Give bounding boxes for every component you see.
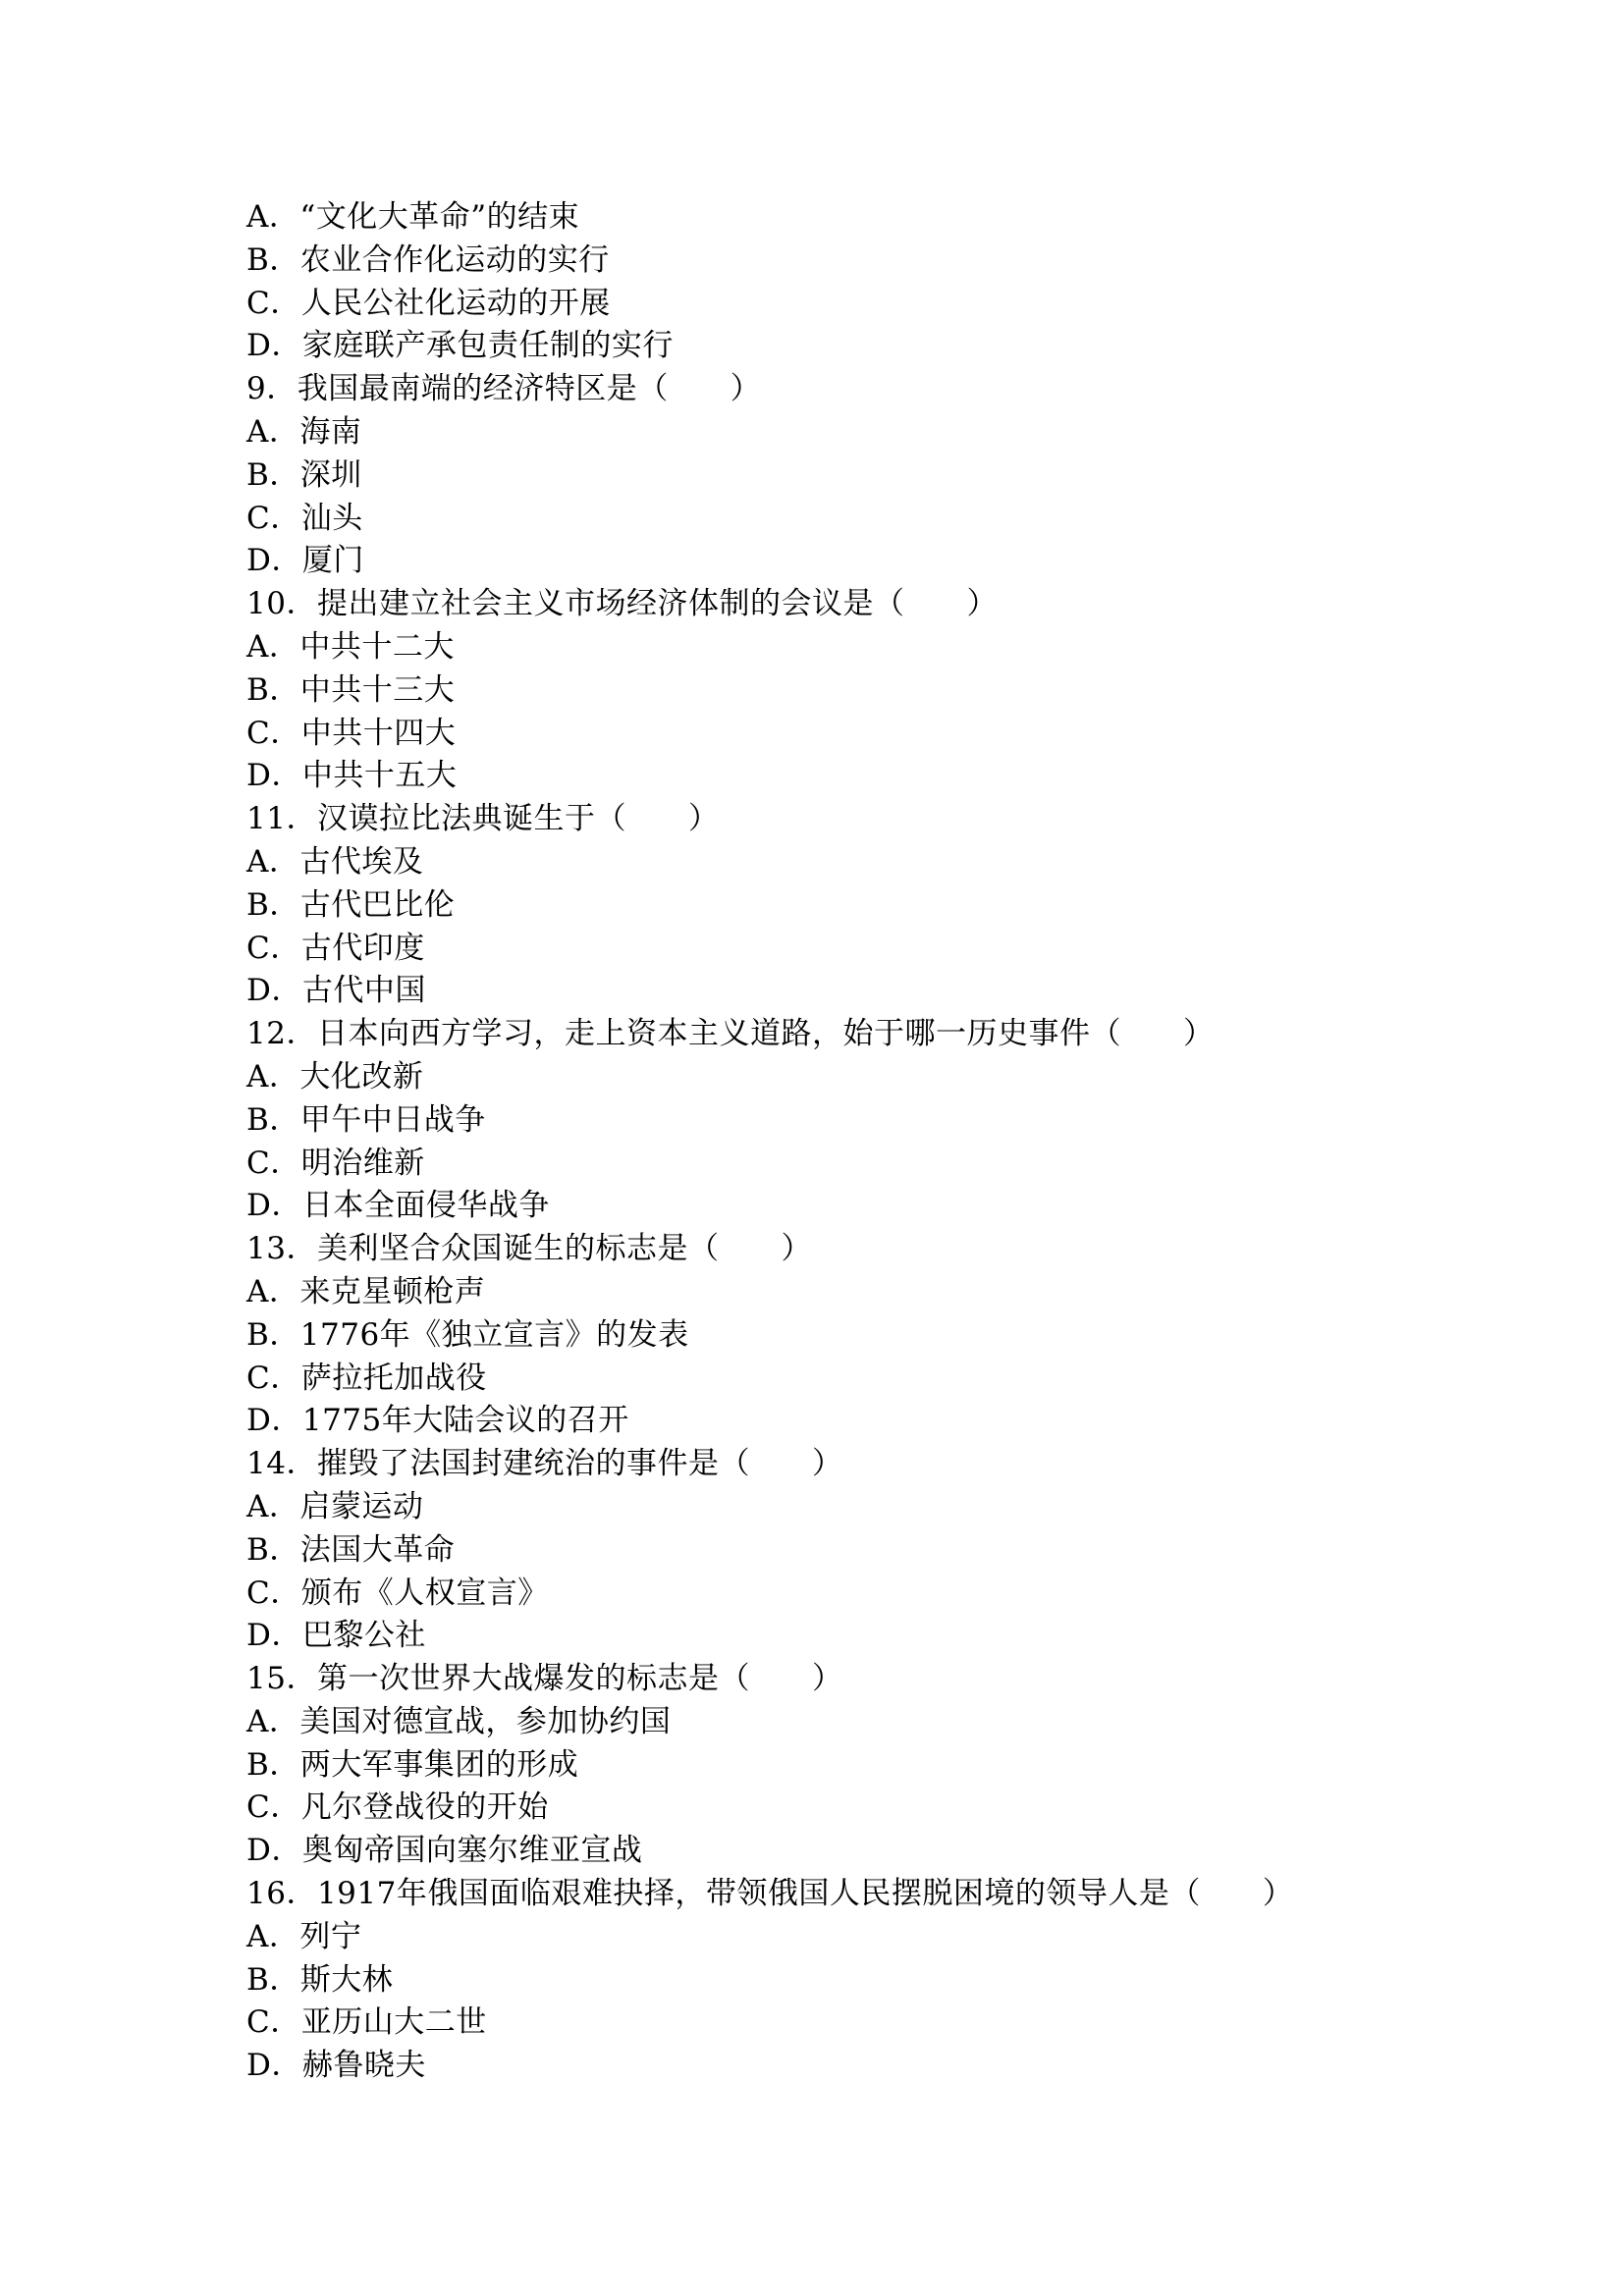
option-b: B．甲午中日战争 [246,1101,486,1138]
question-stem: 11．汉谟拉比法典诞生于（ ） [246,801,720,837]
question-stem: 13．美利坚合众国诞生的标志是（ ） [246,1231,812,1267]
question-stem: 14．摧毁了法国封建统治的事件是（ ） [246,1446,843,1482]
previous-question-options [246,196,1425,368]
option-b: B．两大军事集团的形成 [246,1746,579,1783]
option-b: B．农业合作化运动的实行 [246,241,610,278]
option-c: C．亚历山大二世 [246,2004,487,2041]
option-a: A．启蒙运动 [246,1488,424,1524]
question-12 [246,1013,1425,1228]
question-stem: 16．1917年俄国面临艰难抉择，带领俄国人民摆脱困境的领导人是（ ） [246,1876,1294,1912]
document-page [246,196,1425,2088]
option-a: A．中共十二大 [246,628,455,665]
question-14 [246,1443,1425,1658]
option-a: A．古代埃及 [246,843,424,880]
option-d: D．中共十五大 [246,758,458,794]
option-d: D．巴黎公社 [246,1618,426,1654]
option-b: B．深圳 [246,456,362,493]
option-b: B．法国大革命 [246,1531,456,1568]
option-a: A．海南 [246,413,362,450]
option-d: D．厦门 [246,543,364,579]
option-b: B．中共十三大 [246,671,456,708]
question-13 [246,1228,1425,1443]
option-d: D．1775年大陆会议的召开 [246,1403,629,1439]
option-b: B．斯大林 [246,1961,394,1998]
option-a: A．来克星顿枪声 [246,1273,486,1309]
option-c: C．明治维新 [246,1145,425,1181]
option-c: C．颁布《人权宣言》 [246,1575,549,1611]
question-9 [246,368,1425,583]
option-c: C．凡尔登战役的开始 [246,1789,549,1826]
option-a: A．大化改新 [246,1058,424,1095]
option-d: D．古代中国 [246,973,426,1009]
question-15 [246,1658,1425,1873]
question-11 [246,798,1425,1013]
question-stem: 15．第一次世界大战爆发的标志是（ ） [246,1661,843,1697]
option-b: B．古代巴比伦 [246,886,456,923]
option-d: D．日本全面侵华战争 [246,1188,550,1224]
option-c: C．古代印度 [246,930,425,966]
option-d: D．赫鲁晓夫 [246,2048,426,2084]
option-b: B．1776年《独立宣言》的发表 [246,1316,689,1353]
question-stem: 9．我国最南端的经济特区是（ ） [246,371,762,407]
option-c: C．汕头 [246,500,363,536]
question-10 [246,583,1425,798]
option-c: C．中共十四大 [246,715,457,751]
option-d: D．家庭联产承包责任制的实行 [246,328,674,364]
question-16 [246,1873,1425,2088]
option-a: A．列宁 [246,1918,362,1954]
question-stem: 12．日本向西方学习，走上资本主义道路，始于哪一历史事件（ ） [246,1016,1215,1052]
option-a: A．“文化大革命”的结束 [246,199,580,235]
option-d: D．奥匈帝国向塞尔维亚宣战 [246,1833,643,1869]
option-c: C．萨拉托加战役 [246,1360,487,1396]
question-stem: 10．提出建立社会主义市场经济体制的会议是（ ） [246,586,998,622]
option-c: C．人民公社化运动的开展 [246,285,611,321]
option-a: A．美国对德宣战，参加协约国 [246,1703,672,1739]
